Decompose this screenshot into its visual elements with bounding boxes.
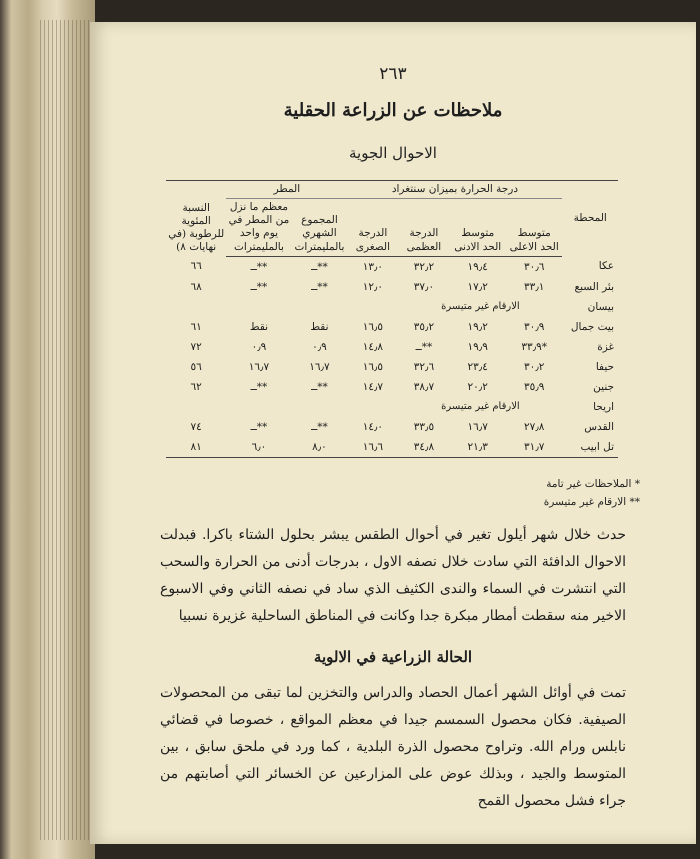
book-page xyxy=(90,22,696,844)
unavailable-note: الارقام غير متيسرة xyxy=(441,301,520,313)
col-max: الدرجة العظمى xyxy=(398,199,449,257)
table-row: اريحا الارقام غير متيسرة xyxy=(166,397,618,417)
section-heading: الحالة الزراعية في الالوية xyxy=(313,648,473,666)
col-avg-min: متوسط الحد الادنى xyxy=(449,199,506,257)
page-title: ملاحظات عن الزراعة الحقلية xyxy=(283,100,503,121)
footnote-unavailable: ** الارقام غير متيسرة xyxy=(543,496,640,508)
col-min: الدرجة الصغرى xyxy=(347,199,398,257)
page-number: ٢٦٣ xyxy=(379,64,407,84)
table-row: جنين ٣٥٫٩ ٢٠٫٢ ٣٨٫٧ ١٤٫٧ **ــ **ــ ٦٢ xyxy=(190,380,614,393)
group-rain: المطر xyxy=(226,181,347,199)
paragraph-agriculture: تمت في أوائل الشهر أعمال الحصاد والدراس والتخزين لما تبقى من المحصولات الصيفية. فكان محصول السمسم جيدا في معظم المواقع ، خصوصا في قضائي نابلس ورام الله. وتراوح محصول الذرة البلدية ، كما ورد في ملحق سابق ، بين المتوسط والجيد ، وبذلك عوض على المزارعين عن الخسائر التي أصابتهم من جراء فشل محصول القمح xyxy=(160,685,626,809)
col-rain-total: المجموع الشهري بالمليمترات xyxy=(292,199,348,257)
book-edge xyxy=(0,0,95,859)
weather-table xyxy=(166,180,618,458)
col-avg-max: متوسط الحد الاعلى xyxy=(506,199,563,257)
col-station: المحطة xyxy=(562,181,618,257)
table-row: تل ابيب ٣١٫٧ ٢١٫٣ ٣٤٫٨ ١٦٫٦ ٨٫٠ ٦٫٠ ٨١ xyxy=(166,437,618,458)
table-row: بئر السبع ٣٣٫١ ١٧٫٢ ٣٧٫٠ ١٢٫٠ **ــ **ــ ٦٨ xyxy=(190,280,614,293)
section-subtitle: الاحوال الجوية xyxy=(349,144,437,162)
col-rain-max: معظم ما نزل من المطر في يوم واحد بالمليمترات xyxy=(226,199,291,257)
paragraph-weather: حدث خلال شهر أيلول تغير في أحوال الطقس يبشر بحلول الشتاء باكرا. فبدلت الاحوال الدافئة التي سادت خلال نصفه الاول ، بدرجات أدنى من الحرارة والسحب التي انتشرت في السماء والندى الكثيف الذي ساد في نصفه الثاني وفي الاسبوع الاخير منه سقطت أمطار مبكرة جدا وكانت في المناطق الساحلية غزيرة نسبيا xyxy=(160,527,626,624)
footnote-incomplete: * الملاحظات غير تامة xyxy=(546,478,640,490)
page-stack-lines xyxy=(40,20,90,840)
col-humidity: النسبة المئوية للرطوبة (في نهايات ٨) xyxy=(166,181,226,257)
table-row: بيت جمال ٣٠٫٩ ١٩٫٢ ٣٥٫٢ ١٦٫٥ نقط نقط ٦١ xyxy=(190,320,614,333)
unavailable-note: الارقام غير متيسرة xyxy=(441,401,520,413)
table-row: غزة *٣٣٫٩ ١٩٫٩ **ــ ١٤٫٨ ٠٫٩ ٠٫٩ ٧٢ xyxy=(190,340,614,353)
table-row: حيفا ٣٠٫٢ ٢٣٫٤ ٣٢٫٦ ١٦٫٥ ١٦٫٧ ١٦٫٧ ٥٦ xyxy=(190,360,614,373)
table-row: عكا ٣٠٫٦ ١٩٫٤ ٣٢٫٢ ١٣٫٠ **ــ **ــ ٦٦ xyxy=(190,260,614,273)
table-row: القدس ٢٧٫٨ ١٦٫٧ ٣٣٫٥ ١٤٫٠ **ــ **ــ ٧٤ xyxy=(190,420,614,433)
group-temperature: درجة الحرارة بميزان سنتغراد xyxy=(347,181,562,199)
table-row: بيسان الارقام غير متيسرة xyxy=(166,297,618,317)
